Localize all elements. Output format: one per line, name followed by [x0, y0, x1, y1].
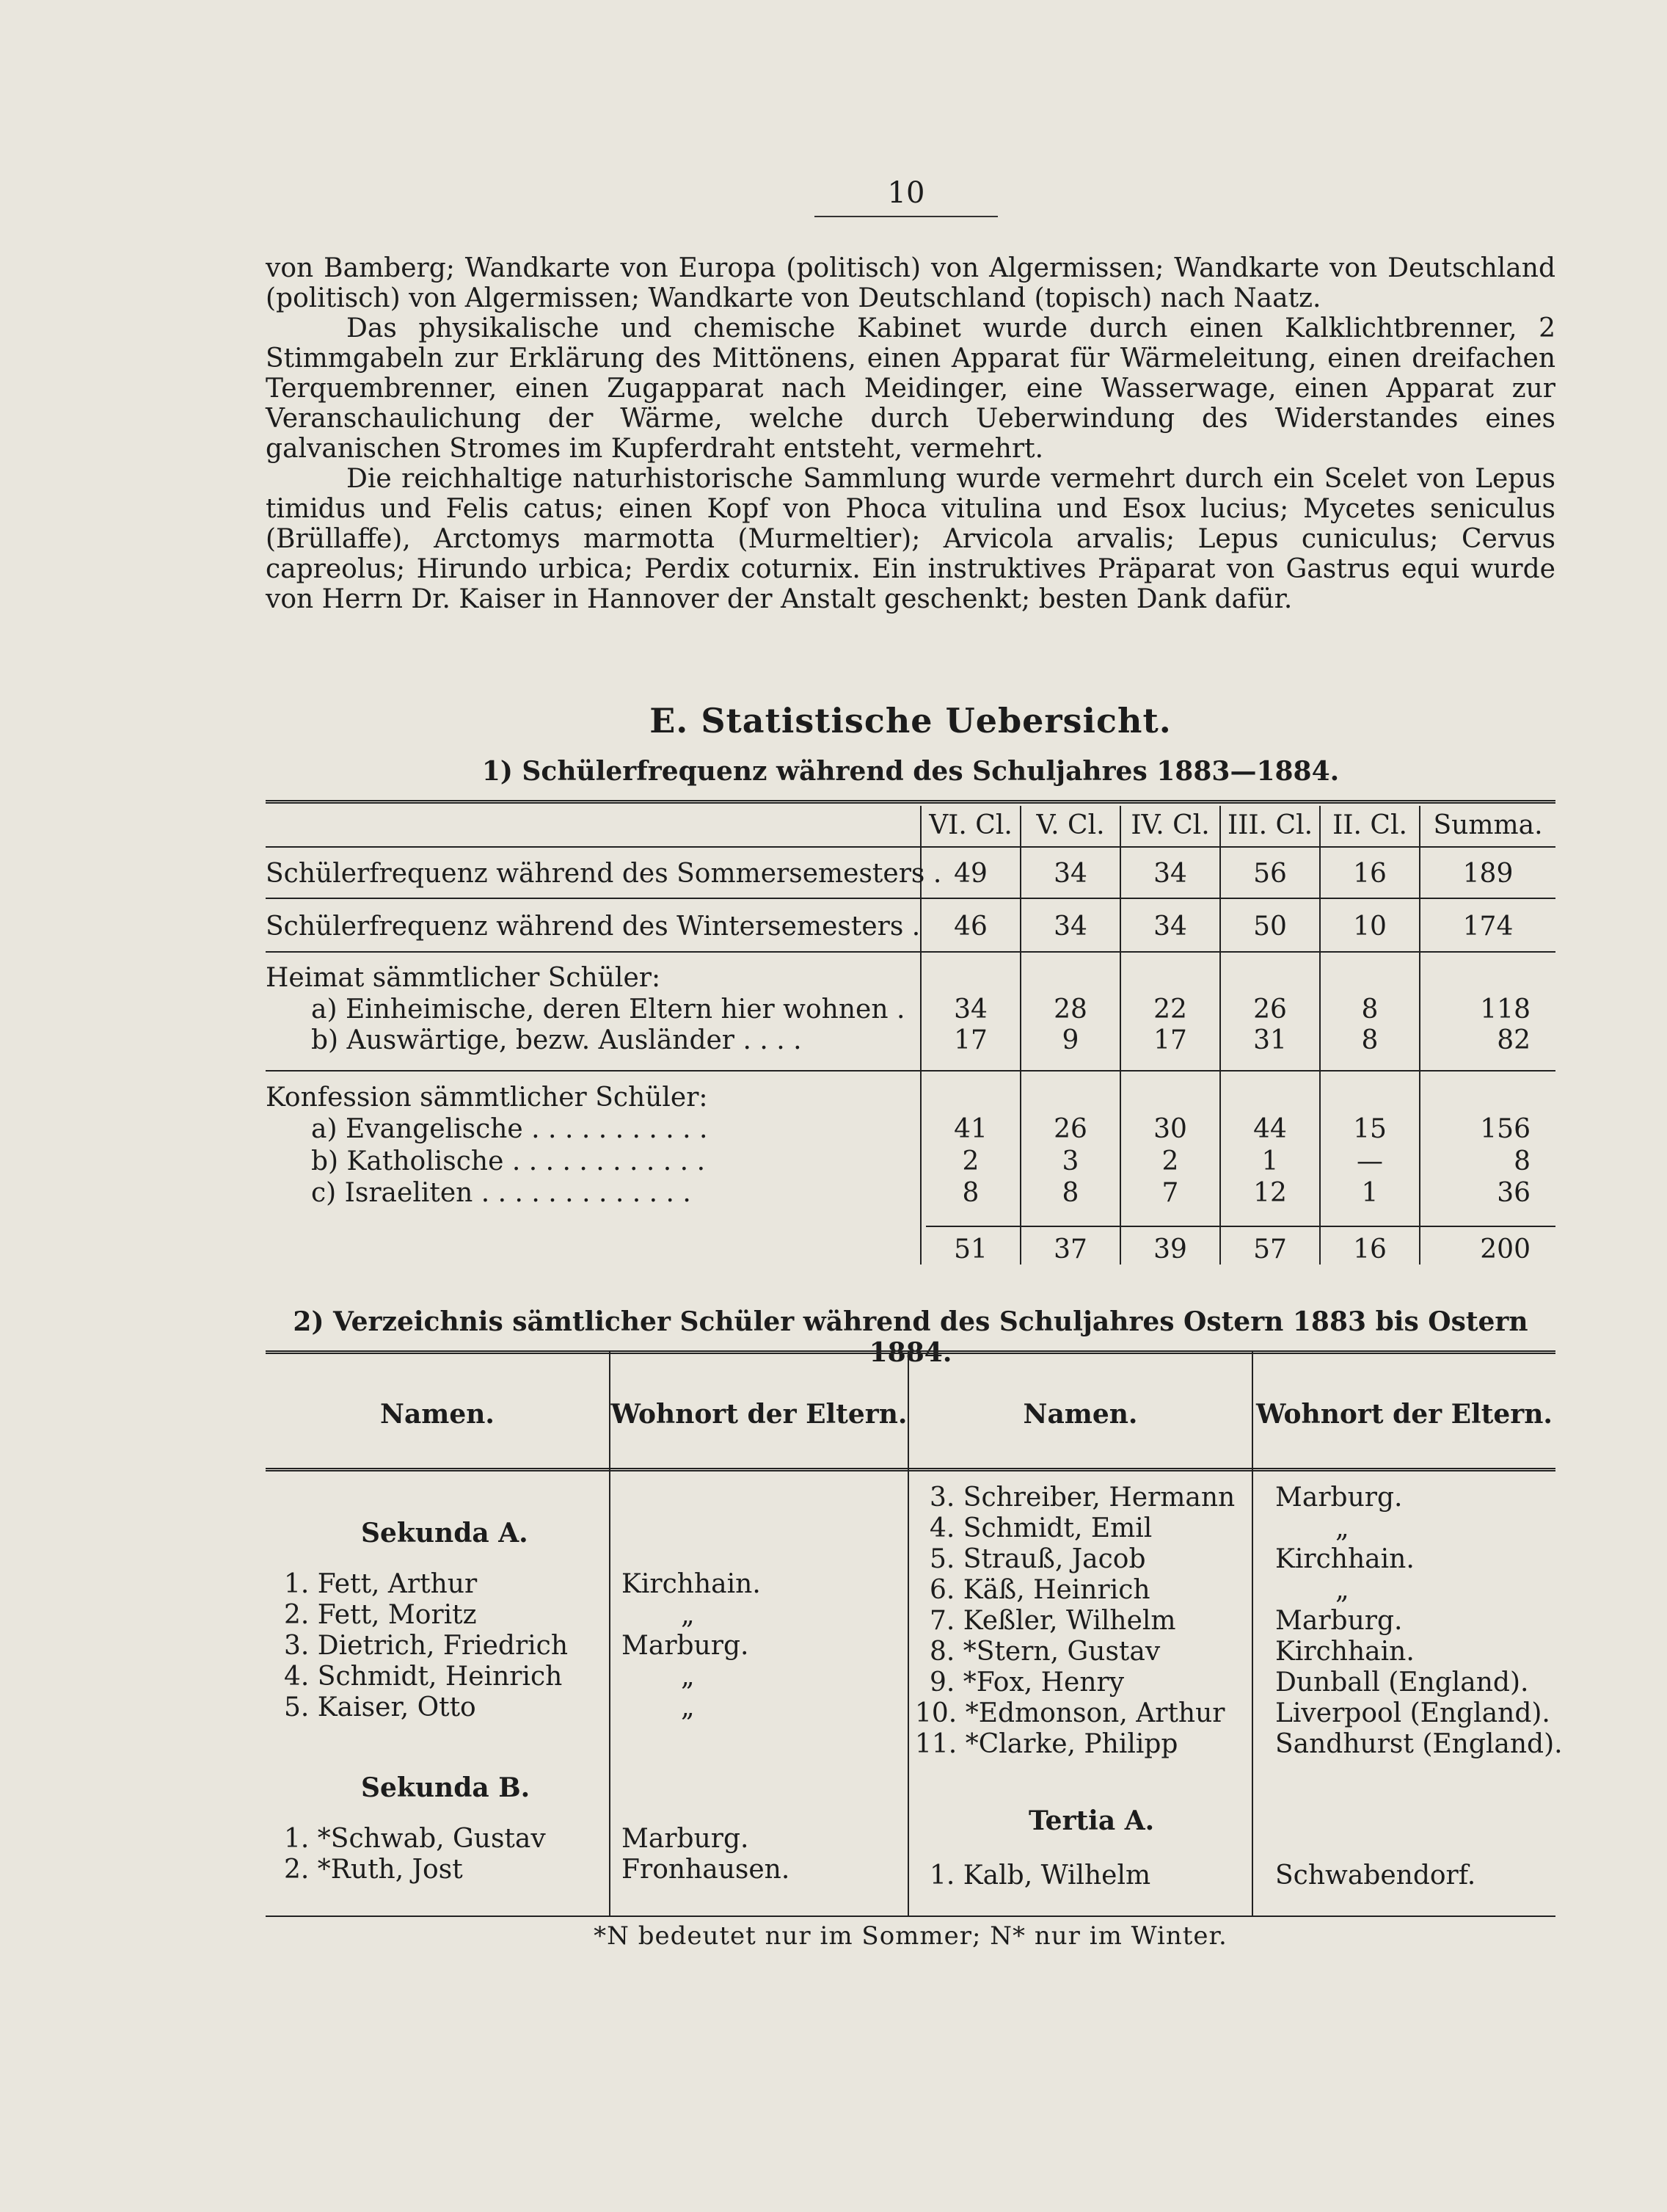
class-label-sekunda-b: Sekunda B. [361, 1772, 530, 1803]
table2-title: 2) Verzeichnis sämtlicher Schüler während des Schuljahres Ostern 1883 bis Ostern 1884. [293, 1306, 1528, 1368]
header-wohnort: Wohnort der Eltern. [1256, 1399, 1553, 1430]
table-cell: 156 [1480, 1114, 1531, 1144]
table-cell: 189 [1462, 859, 1514, 889]
table-cell: 3 [1062, 1146, 1079, 1176]
student-place: Dunball (England). [1275, 1667, 1529, 1698]
student-place: Fronhausen. [621, 1855, 790, 1885]
row-label-katholische: b) Katholische . . . . . . . . . . . . [311, 1146, 706, 1176]
student-name: 3. Schreiber, Hermann [930, 1482, 1236, 1513]
row-label-einheimische: a) Einheimische, deren Eltern hier wohnen . [311, 994, 905, 1025]
statistics-table [266, 800, 1555, 1270]
student-place: „ [681, 1692, 695, 1722]
student-name: 1. *Schwab, Gustav [284, 1824, 546, 1854]
table-rule [266, 800, 1555, 804]
student-place: Marburg. [621, 1824, 749, 1854]
table-cell: 36 [1497, 1178, 1531, 1208]
table-rule [266, 1916, 1555, 1917]
student-name: 1. Kalb, Wilhelm [930, 1860, 1151, 1891]
student-place: Marburg. [1275, 1606, 1403, 1636]
row-label-summer: Schülerfrequenz während des Sommersemesters . [266, 859, 942, 889]
table-cell: 1 [1261, 1146, 1279, 1176]
page-number: 10 [814, 176, 998, 217]
table-cell: 16 [1353, 859, 1387, 889]
table-cell: 12 [1253, 1178, 1287, 1208]
student-name: 7. Keßler, Wilhelm [930, 1606, 1176, 1636]
student-place: Sandhurst (England). [1275, 1729, 1563, 1759]
table-cell: 49 [954, 859, 988, 889]
student-place: Kirchhain. [621, 1569, 761, 1599]
table-cell: 8 [1062, 1178, 1079, 1208]
student-place: Marburg. [621, 1631, 749, 1661]
column-header: VI. Cl. [929, 810, 1013, 840]
table-rule [266, 1070, 1555, 1072]
table-cell: 2 [962, 1146, 980, 1176]
student-name: 8. *Stern, Gustav [930, 1637, 1161, 1667]
table-rule [266, 951, 1555, 953]
section-title: E. Statistische Uebersicht. [649, 701, 1172, 741]
table-cell: 28 [1054, 994, 1087, 1025]
student-list-table [266, 1350, 1563, 1916]
group-label-heimat: Heimat sämmtlicher Schüler: [266, 963, 661, 993]
row-label-israeliten: c) Israeliten . . . . . . . . . . . . . [311, 1178, 691, 1208]
student-place: Marburg. [1275, 1482, 1403, 1513]
student-place: Kirchhain. [1275, 1544, 1415, 1574]
table-cell: 8 [1361, 994, 1379, 1025]
column-header: II. Cl. [1332, 810, 1407, 840]
table-cell: 8 [962, 1178, 980, 1208]
table-cell: 1 [1361, 1178, 1379, 1208]
student-name: 4. Schmidt, Emil [930, 1513, 1153, 1543]
table-cell: 34 [1054, 859, 1087, 889]
header-namen: Namen. [380, 1399, 495, 1430]
row-label-auswaertige: b) Auswärtige, bezw. Ausländer . . . . [311, 1025, 802, 1055]
column-line [1252, 1350, 1253, 1916]
table-cell: 34 [1153, 912, 1187, 942]
table-cell: 8 [1361, 1025, 1379, 1055]
table-cell: 26 [1054, 1114, 1087, 1144]
column-line [609, 1350, 610, 1916]
total-cell: 51 [954, 1234, 988, 1265]
header-wohnort: Wohnort der Eltern. [610, 1399, 908, 1430]
column-header: III. Cl. [1227, 810, 1313, 840]
student-name: 3. Dietrich, Friedrich [284, 1631, 569, 1661]
total-cell: 16 [1353, 1234, 1387, 1265]
table-cell: 26 [1253, 994, 1287, 1025]
student-name: 5. Strauß, Jacob [930, 1544, 1146, 1574]
student-place: Kirchhain. [1275, 1637, 1415, 1667]
table-cell: 22 [1153, 994, 1187, 1025]
student-place: Schwabendorf. [1275, 1860, 1476, 1891]
table-cell: 82 [1497, 1025, 1531, 1055]
column-line [908, 1350, 909, 1916]
paragraph-physics-cabinet: Das physikalische und chemische Kabinet wurde durch einen Kalklichtbrenner, 2 Stimmgabeln zur Erklärung des Mittönens, einen Apparat für Wärmeleitung, einen dreifachen Terquembrenner, einen Zugapparat nach Meidinger, eine Wasserwage, einen Apparat zur Veranschaulichung der Wärme, welche durch Ueberwindung des Widerstandes eines galvanischen Stromes im Kupferdraht entsteht, vermehrt. [266, 313, 1555, 464]
class-label-sekunda-a: Sekunda A. [361, 1518, 528, 1549]
table-cell: 31 [1253, 1025, 1287, 1055]
table-cell: 174 [1462, 912, 1514, 942]
footnote: *N bedeutet nur im Sommer; N* nur im Winter. [594, 1921, 1228, 1951]
column-header: Summa. [1433, 810, 1543, 840]
total-cell: 37 [1054, 1234, 1087, 1265]
table-rule [266, 898, 1555, 899]
table-cell: 46 [954, 912, 988, 942]
table-cell: 7 [1161, 1178, 1179, 1208]
student-name: 9. *Fox, Henry [930, 1667, 1125, 1698]
group-label-konfession: Konfession sämmtlicher Schüler: [266, 1083, 708, 1113]
table-cell: 56 [1253, 859, 1287, 889]
student-name: 2. Fett, Moritz [284, 1600, 477, 1630]
table-cell: 118 [1480, 994, 1531, 1025]
table-cell: 34 [1054, 912, 1087, 942]
intro-text [266, 253, 1555, 614]
table-cell: — [1357, 1146, 1383, 1176]
student-place: „ [681, 1662, 695, 1692]
student-place: „ [1335, 1575, 1349, 1605]
student-place: Liverpool (England). [1275, 1698, 1550, 1728]
student-name: 2. *Ruth, Jost [284, 1855, 463, 1885]
table-cell: 44 [1253, 1114, 1287, 1144]
student-name: 1. Fett, Arthur [284, 1569, 478, 1599]
table-rule [266, 1350, 1555, 1354]
table-cell: 17 [954, 1025, 988, 1055]
student-name: 4. Schmidt, Heinrich [284, 1662, 563, 1692]
table-cell: 8 [1514, 1146, 1531, 1176]
student-name: 6. Käß, Heinrich [930, 1575, 1150, 1605]
table-cell: 50 [1253, 912, 1287, 942]
table-cell: 2 [1161, 1146, 1179, 1176]
table-cell: 15 [1353, 1114, 1387, 1144]
table-cell: 41 [954, 1114, 988, 1144]
paragraph-maps: von Bamberg; Wandkarte von Europa (politisch) von Algermissen; Wandkarte von Deutschland (politisch) von Algermissen; Wandkarte von Deutschland (topisch) nach Naatz. [266, 253, 1555, 313]
table-cell: 34 [954, 994, 988, 1025]
table1-title: 1) Schülerfrequenz während des Schuljahres 1883—1884. [481, 756, 1340, 787]
student-name: 5. Kaiser, Otto [284, 1692, 476, 1722]
column-header: IV. Cl. [1131, 810, 1210, 840]
total-cell: 57 [1253, 1234, 1287, 1265]
student-name: 11. *Clarke, Philipp [915, 1729, 1178, 1759]
table-rule [266, 1468, 1555, 1471]
student-name: 10. *Edmonson, Arthur [915, 1698, 1225, 1728]
column-header: V. Cl. [1036, 810, 1105, 840]
table-cell: 30 [1153, 1114, 1187, 1144]
total-cell: 200 [1480, 1234, 1531, 1265]
paragraph-natural-history: Die reichhaltige naturhistorische Sammlung wurde vermehrt durch ein Scelet von Lepus timidus und Felis catus; einen Kopf von Phoca vitulina und Esox lucius; Mycetes seniculus (Brüllaffe), Arctomys marmotta (Murmeltier); Arvicola arvalis; Lepus cuniculus; Cervus capreolus; Hirundo urbica; Perdix coturnix. Ein instruktives Präparat von Gastrus equi wurde von Herrn Dr. Kaiser in Hannover der Anstalt geschenkt; besten Dank dafür. [266, 464, 1555, 614]
table-cell: 10 [1353, 912, 1387, 942]
student-place: „ [681, 1600, 695, 1630]
table-cell: 34 [1153, 859, 1187, 889]
total-cell: 39 [1153, 1234, 1187, 1265]
table-rule [266, 846, 1555, 848]
student-place: „ [1335, 1513, 1349, 1543]
header-namen: Namen. [1023, 1399, 1138, 1430]
row-label-winter: Schülerfrequenz während des Wintersemesters . [266, 912, 921, 942]
table-cell: 17 [1153, 1025, 1187, 1055]
row-label-evangelische: a) Evangelische . . . . . . . . . . . [311, 1114, 708, 1144]
class-label-tertia-a: Tertia A. [1029, 1805, 1155, 1836]
table-cell: 9 [1062, 1025, 1079, 1055]
